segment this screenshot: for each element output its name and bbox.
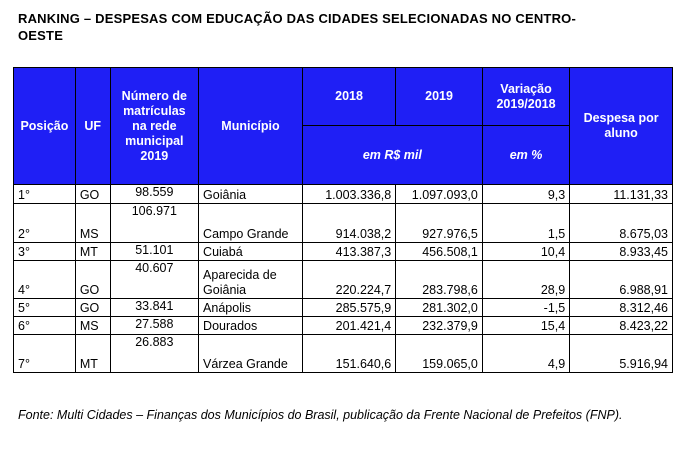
- cell-matriculas: 40.607: [110, 261, 198, 299]
- cell-2018: 914.038,2: [302, 204, 395, 243]
- cell-2019: 281.302,0: [396, 299, 483, 317]
- cell-2019: 456.508,1: [396, 243, 483, 261]
- table-row: [14, 335, 673, 373]
- cell-2019: 1.097.093,0: [396, 185, 483, 204]
- cell-despesa: 11.131,33: [570, 185, 673, 204]
- ranking-table: [13, 67, 673, 373]
- table-row: [14, 317, 673, 335]
- cell-variacao: 4,9: [482, 335, 569, 373]
- cell-uf: GO: [75, 261, 110, 299]
- cell-variacao: 1,5: [482, 204, 569, 243]
- cell-2018: 151.640,6: [302, 335, 395, 373]
- unit-percent: em %: [482, 126, 569, 185]
- cell-matriculas: 106.971: [110, 204, 198, 243]
- cell-despesa: 8.423,22: [570, 317, 673, 335]
- cell-posicao: 6°: [14, 317, 76, 335]
- table-row: [14, 185, 673, 204]
- page-title: RANKING – DESPESAS COM EDUCAÇÃO DAS CIDADES SELECIONADAS NO CENTRO-OESTE: [18, 11, 577, 43]
- cell-matriculas: 26.883: [110, 335, 198, 373]
- cell-municipio: Anápolis: [199, 299, 303, 317]
- cell-despesa: 8.312,46: [570, 299, 673, 317]
- cell-2018: 413.387,3: [302, 243, 395, 261]
- cell-uf: MS: [75, 317, 110, 335]
- header-2019: 2019: [396, 68, 483, 126]
- cell-2019: 159.065,0: [396, 335, 483, 373]
- cell-matriculas: 51.101: [110, 243, 198, 261]
- cell-matriculas: 33.841: [110, 299, 198, 317]
- cell-posicao: 4°: [14, 261, 76, 299]
- cell-uf: MS: [75, 204, 110, 243]
- cell-uf: MT: [75, 335, 110, 373]
- cell-variacao: 9,3: [482, 185, 569, 204]
- cell-municipio: Várzea Grande: [199, 335, 303, 373]
- cell-despesa: 5.916,94: [570, 335, 673, 373]
- header-municipio: Município: [199, 68, 303, 185]
- cell-posicao: 2°: [14, 204, 76, 243]
- cell-uf: GO: [75, 299, 110, 317]
- table-row: [14, 261, 673, 299]
- header-matriculas: Número de matrículas na rede municipal 2019: [110, 68, 198, 185]
- header-despesa: Despesa por aluno: [570, 68, 673, 185]
- unit-rs-mil: em R$ mil: [302, 126, 482, 185]
- cell-matriculas: 27.588: [110, 317, 198, 335]
- cell-variacao: 10,4: [482, 243, 569, 261]
- table-body: [14, 185, 673, 373]
- cell-2019: 283.798,6: [396, 261, 483, 299]
- header-2018: 2018: [302, 68, 395, 126]
- cell-despesa: 8.933,45: [570, 243, 673, 261]
- cell-municipio: Cuiabá: [199, 243, 303, 261]
- cell-posicao: 5°: [14, 299, 76, 317]
- cell-2018: 201.421,4: [302, 317, 395, 335]
- cell-2019: 927.976,5: [396, 204, 483, 243]
- cell-municipio: Aparecida de Goiânia: [199, 261, 303, 299]
- cell-uf: GO: [75, 185, 110, 204]
- footnote: Fonte: Multi Cidades – Finanças dos Municípios do Brasil, publicação da Frente Nacional de Prefeitos (FNP).: [18, 408, 623, 422]
- cell-municipio: Dourados: [199, 317, 303, 335]
- header-posicao: Posição: [14, 68, 76, 185]
- cell-posicao: 1°: [14, 185, 76, 204]
- cell-municipio: Campo Grande: [199, 204, 303, 243]
- table-row: [14, 204, 673, 243]
- cell-2018: 1.003.336,8: [302, 185, 395, 204]
- cell-posicao: 3°: [14, 243, 76, 261]
- cell-posicao: 7°: [14, 335, 76, 373]
- cell-2018: 220.224,7: [302, 261, 395, 299]
- cell-municipio: Goiânia: [199, 185, 303, 204]
- cell-variacao: 15,4: [482, 317, 569, 335]
- cell-2018: 285.575,9: [302, 299, 395, 317]
- header-variacao: Variação 2019/2018: [482, 68, 569, 126]
- header-uf: UF: [75, 68, 110, 185]
- cell-despesa: 8.675,03: [570, 204, 673, 243]
- table-row: [14, 299, 673, 317]
- table-row: [14, 243, 673, 261]
- cell-2019: 232.379,9: [396, 317, 483, 335]
- cell-despesa: 6.988,91: [570, 261, 673, 299]
- cell-variacao: 28,9: [482, 261, 569, 299]
- cell-variacao: -1,5: [482, 299, 569, 317]
- cell-matriculas: 98.559: [110, 185, 198, 204]
- cell-uf: MT: [75, 243, 110, 261]
